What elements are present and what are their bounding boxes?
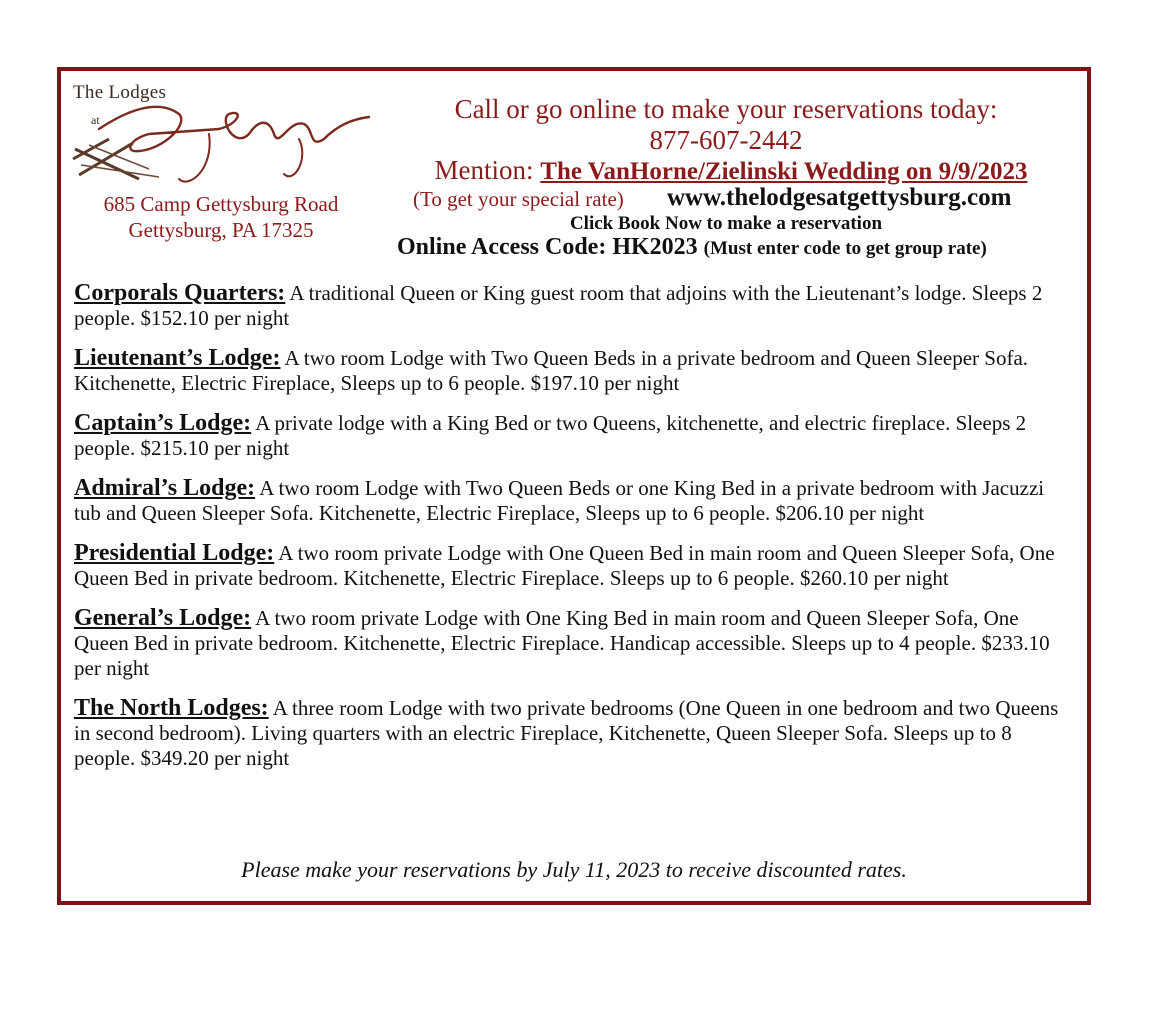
room-north-lodges	[74, 696, 1074, 771]
lodges-logo	[69, 79, 379, 191]
room-admirals-lodge	[74, 476, 1074, 526]
event-name: The VanHorne/Zielinski Wedding on 9/9/2023	[540, 158, 1028, 185]
special-rate-note: (To get your special rate)	[413, 187, 624, 211]
access-code-note: (Must enter code to get group rate)	[703, 238, 987, 259]
room-lieutenants-lodge	[74, 346, 1074, 396]
address-city: Gettysburg, PA 17325	[128, 218, 314, 242]
logo-line2: at	[91, 113, 100, 127]
logo-line1: The Lodges	[73, 82, 167, 103]
room-name: Lieutenant’s Lodge:	[74, 345, 281, 371]
room-list	[74, 281, 1074, 786]
room-name: Admiral’s Lodge:	[74, 475, 256, 501]
phone-number: 877-607-2442	[649, 125, 803, 155]
room-description: A private lodge with a King Bed or two Queens, kitchenette, and electric fireplace. Sleeps 2 people. $215.10 per night	[74, 411, 1027, 460]
website-link[interactable]: www.thelodgesatgettysburg.com	[667, 184, 1012, 211]
room-name: Presidential Lodge:	[74, 540, 275, 566]
room-description: A two room Lodge with Two Queen Beds in a private bedroom and Queen Sleeper Sofa. Kitchenette, Electric Fireplace, Sleeps up to 6 people. $197.10 per night	[74, 346, 1029, 395]
room-name: The North Lodges:	[74, 695, 269, 721]
address-block	[81, 191, 361, 243]
call-block	[381, 93, 1071, 155]
room-captains-lodge	[74, 411, 1074, 461]
call-line: Call or go online to make your reservations today:	[454, 94, 998, 124]
access-code: Online Access Code: HK2023	[397, 234, 704, 260]
flyer-frame	[57, 67, 1091, 905]
book-now-instruction: Click Book Now to make a reservation	[569, 213, 883, 234]
access-code-line	[397, 234, 987, 261]
room-corporals-quarters	[74, 281, 1074, 331]
reservation-deadline: Please make your reservations by July 11, 2023 to receive discounted rates.	[241, 857, 907, 882]
room-description: A two room private Lodge with One Queen Bed in main room and Queen Sleeper Sofa, One Queen Bed in private bedroom. Kitchenette, Electric Fireplace. Sleeps up to 6 people. $260.10 per night	[74, 541, 1055, 590]
room-name: Captain’s Lodge:	[74, 410, 252, 436]
room-presidential-lodge	[74, 541, 1074, 591]
room-description: A three room Lodge with two private bedrooms (One Queen in one bedroom and two Queens in second bedroom). Living quarters with an electric Fireplace, Kitchenette, Queen Sleeper Sofa. Sleeps up to 8 people. $349.20 per night	[74, 696, 1059, 770]
room-name: Corporals Quarters:	[74, 280, 286, 306]
room-name: General’s Lodge:	[74, 605, 252, 631]
mention-label: Mention:	[434, 155, 541, 185]
room-description: A two room private Lodge with One King Bed in main room and Queen Sleeper Sofa, One Queen Bed in private bedroom. Kitchenette, Electric Fireplace. Handicap accessible. Sleeps up to 4 people. $233.10 per night	[74, 606, 1050, 680]
mention-line	[391, 155, 1071, 187]
address-street: 685 Camp Gettysburg Road	[103, 192, 339, 216]
room-description: A traditional Queen or King guest room that adjoins with the Lieutenant’s lodge. Sleeps 2 people. $152.10 per night	[74, 281, 1043, 330]
room-description: A two room Lodge with Two Queen Beds or one King Bed in a private bedroom with Jacuzzi tub and Queen Sleeper Sofa. Kitchenette, Electric Fireplace, Sleeps up to 6 people. $206.10 per night	[74, 476, 1045, 525]
room-generals-lodge	[74, 606, 1074, 681]
